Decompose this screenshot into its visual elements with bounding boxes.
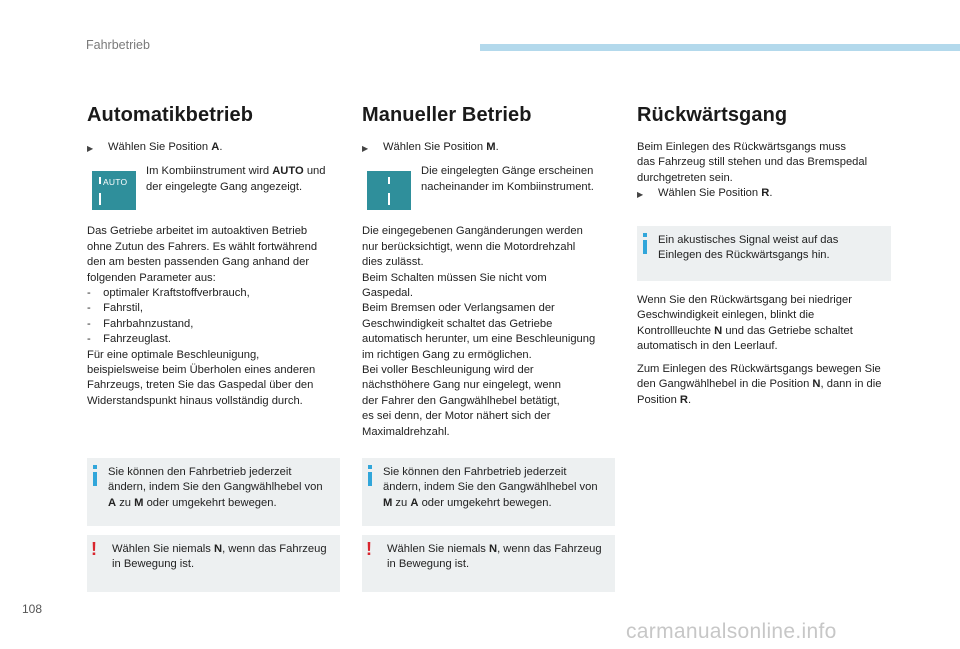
info-icon [87,458,101,526]
para2-bold-2: R [679,393,689,406]
warning-note-manual [362,535,615,592]
para1-bold: N [714,324,723,337]
para1-text-2: und das Getriebe schaltet automatisch in den Leerlauf. [637,324,853,353]
body-line: den am besten passenden Gang anhand der [87,256,310,269]
warning-text [380,535,615,592]
reverse-intro [637,140,892,186]
para2-text-1: Zum Einlegen des Rückwärtsgangs bewegen Sie den Gangwählhebel in die Position [637,363,881,391]
body-line: - Fahrzeuglast. [87,333,171,346]
column-automatic [87,104,342,409]
warn-bold: N [488,543,498,555]
body-line: beispielsweise beim Überholen eines anderen [87,364,316,377]
body-line: Beim Schalten müssen Sie nicht vom [362,271,547,284]
para2-bold-1: N [812,378,821,391]
auto-gear-indicator-icon [92,171,136,210]
manual-body [362,224,617,440]
title-reverse: Rückwärtsgang [637,104,788,126]
bullet-text: Wählen Sie Position [108,141,212,153]
bullet-suffix: . [495,141,499,153]
body-line: der Fahrer den Gangwählhebel betätigt, [362,394,560,407]
info-text [101,458,340,526]
manual-indicator-text: Die eingelegten Gänge erscheinen nacheinander im Kombiinstrument. [421,165,594,193]
warn-text-2: , wenn das Fahrzeug in Bewegung ist. [387,543,602,571]
intro-line: das Fahrzeug still stehen und das Bremspedal [637,156,868,169]
body-line: - optimaler Kraftstoffverbrauch, [87,287,250,300]
info-text-1: Sie können den Fahrbetrieb jederzeit ändern, indem Sie den Gangwählhebel von [108,466,323,494]
triangle-bullet-icon: ▶ [637,190,644,200]
info-bold-2: M [134,496,144,509]
auto-indicator-row [87,164,342,210]
triangle-bullet-icon: ▶ [87,144,94,153]
column-manual [362,104,617,440]
warn-bold: N [213,543,223,555]
column-reverse [637,104,892,211]
body-line: Geschwindigkeit schaltet das Getriebe [362,317,553,330]
body-line: Bei voller Beschleunigung wird der [362,364,534,377]
warn-text-1: Wählen Sie niemals [387,543,489,555]
auto-label: AUTO [103,177,128,188]
warning-text [105,535,340,592]
warning-icon: ! [366,539,372,559]
info-bold-1: M [383,496,393,509]
auto-text-1: Im Kombiinstrument wird [146,165,273,178]
info-icon [637,226,651,281]
body-line: Fahrzeugs, treten Sie das Gaspedal über den [87,379,314,392]
info-text-2: zu [116,496,135,509]
info-text-3: oder umgekehrt bewegen. [143,496,277,509]
info-bold-2: A [410,496,419,509]
body-line: nächsthöhere Gang nur eingelegt, wenn [362,379,562,392]
title-automatic: Automatikbetrieb [87,104,254,126]
triangle-bullet-icon: ▶ [362,144,369,153]
body-line: Widerstandspunkt hinaus vollständig durch. [87,394,303,407]
reverse-para-2 [637,362,887,408]
body-line: Maximaldrehzahl. [362,425,450,438]
bullet-text: Wählen Sie Position [658,187,762,200]
page-number: 108 [22,602,43,616]
body-line: Für eine optimale Beschleunigung, [87,348,260,361]
warning-icon: ! [91,539,97,559]
body-line: automatisch herunter, um eine Beschleunigung [362,333,596,346]
body-line: Das Getriebe arbeitet im autoaktiven Betrieb [87,225,308,238]
intro-line: durchgetreten sein. [637,171,733,184]
body-line: Gaspedal. [362,287,413,300]
info-note-reverse [637,226,891,281]
title-manual: Manueller Betrieb [362,104,532,126]
watermark: carmanualsonline.info [626,620,837,643]
bullet-select-m [362,140,617,156]
body-line: folgenden Parameter aus: [87,271,216,284]
reverse-para-1 [637,293,887,355]
auto-text-2: und der eingelegte Gang angezeigt. [146,165,326,193]
info-note-manual [362,458,615,526]
automatic-body [87,224,342,409]
body-line: nur berücksichtigt, wenn die Motordrehzahl [362,240,576,253]
bullet-bold: A [211,141,220,153]
body-line: im richtigen Gang zu ermöglichen. [362,348,532,361]
bullet-suffix: . [219,141,223,153]
para2-text-3: . [688,393,692,406]
manual-indicator-row [362,164,617,210]
warn-text-1: Wählen Sie niemals [112,543,214,555]
bullet-suffix: . [769,187,773,200]
bullet-select-r [637,186,892,202]
auto-text-bold: AUTO [272,165,304,178]
info-text-2: zu [392,496,411,509]
bullet-bold: M [486,141,496,153]
bullet-text: Wählen Sie Position [383,141,487,153]
info-bold-1: A [108,496,117,509]
bullet-select-a [87,140,342,156]
warning-note-automatic [87,535,340,592]
body-line: ohne Zutun des Fahrers. Es wählt fortwährend [87,240,318,253]
body-line: Beim Bremsen oder Verlangsamen der [362,302,555,315]
section-header: Fahrbetrieb [86,38,150,52]
para2-text-2: , dann in die Position [637,378,882,406]
info-icon [362,458,376,526]
auto-indicator-text [146,164,342,210]
header-bar [480,44,960,51]
info-text-1: Sie können den Fahrbetrieb jederzeit ändern, indem Sie den Gangwählhebel von [383,466,598,494]
intro-line: Beim Einlegen des Rückwärtsgangs muss [637,141,846,153]
body-line: - Fahrstil, [87,302,143,315]
info-text-3: oder umgekehrt bewegen. [418,496,552,509]
body-line: Die eingegebenen Gangänderungen werden [362,225,583,238]
body-line: dies zulässt. [362,256,424,269]
manual-gear-indicator-icon [367,171,411,210]
info-text [376,458,615,526]
info-note-automatic [87,458,340,526]
info-text: Ein akustisches Signal weist auf das Einlegen des Rückwärtsgangs hin. [658,234,839,262]
body-line: - Fahrbahnzustand, [87,317,194,330]
para1-text-1: Wenn Sie den Rückwärtsgang bei niedriger Geschwindigkeit einlegen, blinkt die Kontrollleuchte [637,294,852,337]
bullet-bold: R [761,187,770,200]
body-line: es sei denn, der Motor nähert sich der [362,410,551,423]
warn-text-2: , wenn das Fahrzeug in Bewegung ist. [112,543,327,571]
